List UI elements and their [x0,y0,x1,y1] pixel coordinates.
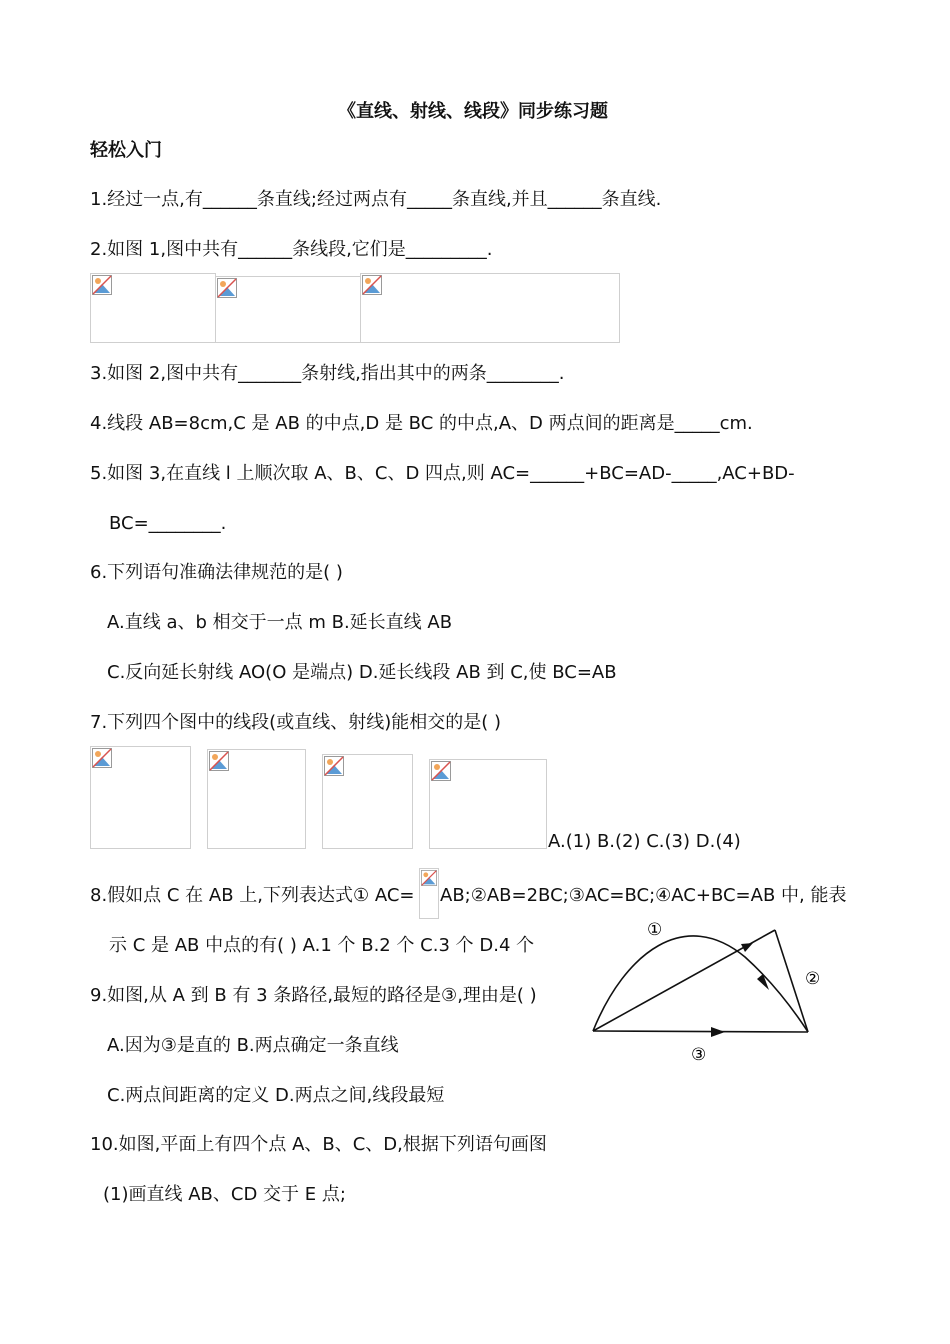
path-1-arrow [757,974,769,990]
path-3-arrow [711,1027,725,1037]
question-6-options-1: A.直线 a、b 相交于一点 m B.延长直线 AB [107,612,453,633]
broken-image-icon [92,275,112,295]
question-4: 4.线段 AB=8cm,C 是 AB 的中点,D 是 BC 的中点,A、D 两点间的距离是_____cm. [90,413,753,434]
broken-image-icon [362,275,382,295]
broken-image-icon [217,278,237,298]
question-5-line-1: 5.如图 3,在直线 l 上顺次取 A、B、C、D 四点,则 AC=______+BC=AD-_____,AC+BD- [90,463,795,484]
q7-figure-4-image [429,759,547,849]
path-1-label: ① [647,920,663,940]
figure-2-image [215,276,361,343]
question-3: 3.如图 2,图中共有_______条射线,指出其中的两条________. [90,363,565,384]
path-1-curve [593,936,808,1032]
question-8-line-2: 示 C 是 AB 中点的有( ) A.1 个 B.2 个 C.3 个 D.4 个 [109,935,535,956]
q7-figure-3-image [322,754,413,849]
path-3-label: ③ [691,1045,707,1065]
q7-figure-2-image [207,749,306,849]
broken-image-icon [92,748,112,768]
path-2-label: ② [805,969,821,989]
question-9-options-1: A.因为③是直的 B.两点确定一条直线 [107,1035,399,1056]
broken-image-icon [209,751,229,771]
broken-image-icon [431,761,451,781]
question-7-options: A.(1) B.(2) C.(3) D.(4) [548,831,741,852]
question-10: 10.如图,平面上有四个点 A、B、C、D,根据下列语句画图 [90,1134,547,1155]
question-6: 6.下列语句准确法律规范的是( ) [90,562,343,583]
question-6-options-2: C.反向延长射线 AO(O 是端点) D.延长线段 AB 到 C,使 BC=AB [107,662,617,683]
question-9-options-2: C.两点间距离的定义 D.两点之间,线段最短 [107,1085,445,1106]
section-heading: 轻松入门 [90,140,162,161]
path-2-segment-2 [775,930,808,1032]
question-1: 1.经过一点,有______条直线;经过两点有_____条直线,并且______条直线. [90,189,662,210]
question-2: 2.如图 1,图中共有______条线段,它们是_________. [90,239,493,260]
question-8-part-a: 8.假如点 C 在 AB 上,下列表达式① AC= [90,885,415,906]
broken-image-icon [324,756,344,776]
broken-image-icon [421,870,437,886]
q7-figure-1-image [90,746,191,849]
question-7: 7.下列四个图中的线段(或直线、射线)能相交的是( ) [90,712,501,733]
paths-figure [585,912,835,1072]
question-5-line-2: BC=________. [109,513,227,534]
fraction-image [419,868,439,919]
figure-1-image [90,273,216,343]
figure-3-image [360,273,620,343]
question-8-part-b: AB;②AB=2BC;③AC=BC;④AC+BC=AB 中, 能表 [440,885,847,906]
path-3-line [593,1031,808,1032]
question-10-step-1: (1)画直线 AB、CD 交于 E 点; [103,1184,346,1205]
path-2-arrow [741,943,753,952]
page-title: 《直线、射线、线段》同步练习题 [338,101,608,122]
question-9: 9.如图,从 A 到 B 有 3 条路径,最短的路径是③,理由是( ) [90,985,537,1006]
